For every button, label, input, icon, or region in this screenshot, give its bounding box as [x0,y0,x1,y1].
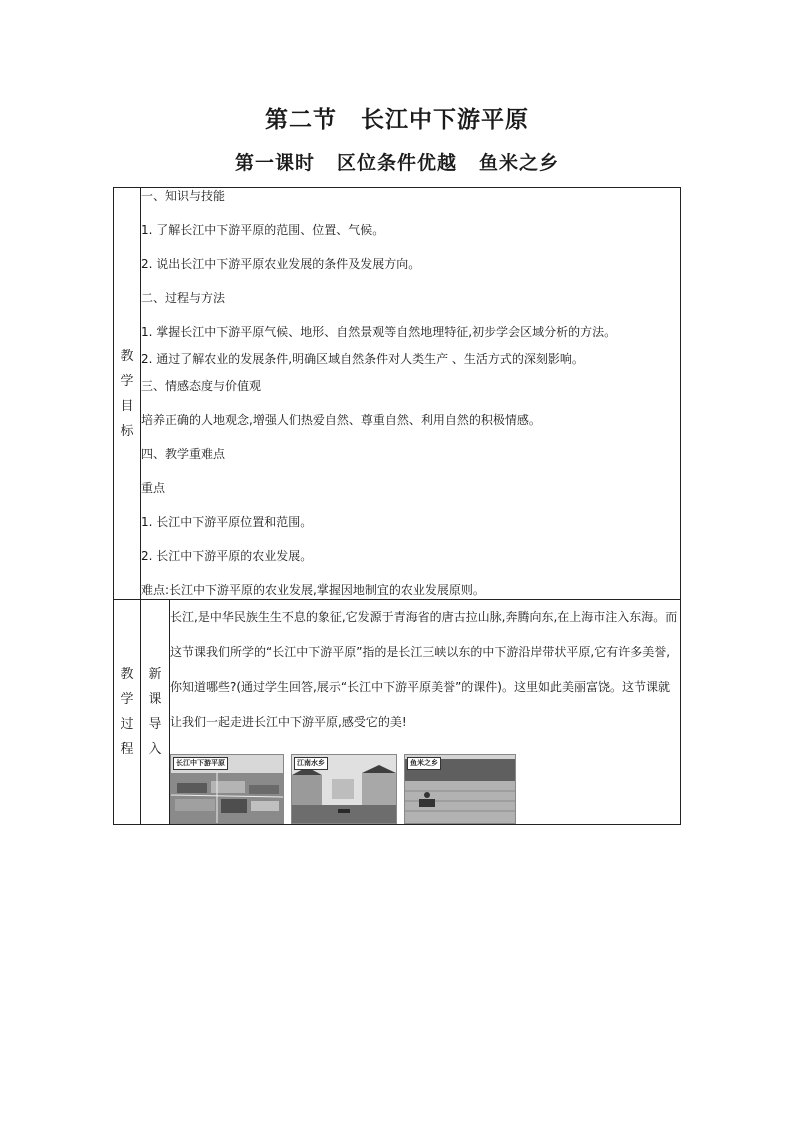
process-label-char: 学 [120,692,134,707]
subtitle-part-motto: 鱼米之乡 [479,152,560,174]
subtitle-part-lesson: 第一课时 [234,152,315,174]
process-label-char: 过 [120,717,134,732]
intro-paragraph: 长江,是中华民族生生不息的象征,它发源于青海省的唐古拉山脉,奔腾向东,在上海市注入东海。而这节课我们所学的“长江中下游平原”指的是长江三峡以东的中下游沿岸带状平原,它有许多美誉,你知道哪些?(通过学生回答,展示“长江中下游平原美誉”的课件)。这里如此美丽富饶。这节课就让我们一起走进长江中下游平原,感受它的美! [170,610,678,729]
process-row [114,600,681,825]
page-title: 第二节 长江中下游平原 [265,107,529,133]
goals-row [114,188,681,600]
intro-label [148,666,161,758]
goals-item: 1. 掌握长江中下游平原气候、地形、自然景观等自然地理特征,初步学会区域分析的方法。 [141,325,617,339]
photo-caption: 长江中下游平原 [173,757,228,770]
intro-content [170,600,681,825]
photo-strip [170,754,680,824]
goals-heading-knowledge: 一、知识与技能 [141,189,226,203]
goals-heading-process: 二、过程与方法 [141,291,226,305]
goals-heading-key-points: 四、教学重难点 [141,447,226,461]
process-label [120,666,133,758]
intro-label-char: 新 [148,667,162,682]
process-label-char: 教 [120,667,134,682]
page-subtitle [0,148,794,175]
goals-label [120,348,133,440]
intro-label-char: 导 [148,717,162,732]
process-label-char: 程 [120,742,134,757]
goals-item: 2. 通过了解农业的发展条件,明确区域自然条件对人类生产 、生活方式的深刻影响。 [141,352,584,366]
intro-label-char: 课 [148,692,162,707]
goals-label-char: 教 [120,348,134,364]
plain-fields-photo [170,754,284,824]
goals-item: 1. 了解长江中下游平原的范围、位置、气候。 [141,223,385,237]
goals-label-char: 标 [120,423,134,439]
goals-item: 1. 长江中下游平原位置和范围。 [141,515,313,529]
goals-label-cell [114,188,141,600]
goals-difficulty: 难点:长江中下游平原的农业发展,掌握因地制宜的农业发展原则。 [141,583,485,597]
photo-caption: 鱼米之乡 [407,757,441,770]
lesson-plan-table [113,187,681,825]
process-label-cell [114,600,141,825]
goals-label-char: 学 [120,373,134,389]
water-town-photo [291,754,397,824]
fish-rice-photo [404,754,516,824]
goals-content [141,188,681,600]
goals-item: 2. 长江中下游平原的农业发展。 [141,549,313,563]
photo-caption: 江南水乡 [294,757,328,770]
goals-key-label: 重点 [141,481,166,495]
goals-heading-attitude: 三、情感态度与价值观 [141,379,262,393]
goals-item: 培养正确的人地观念,增强人们热爱自然、尊重自然、利用自然的积极情感。 [141,413,541,427]
intro-label-char: 入 [148,742,162,757]
goals-label-char: 目 [120,398,134,414]
intro-label-cell [141,600,170,825]
subtitle-part-location: 区位条件优越 [336,152,457,174]
goals-item: 2. 说出长江中下游平原农业发展的条件及发展方向。 [141,257,421,271]
